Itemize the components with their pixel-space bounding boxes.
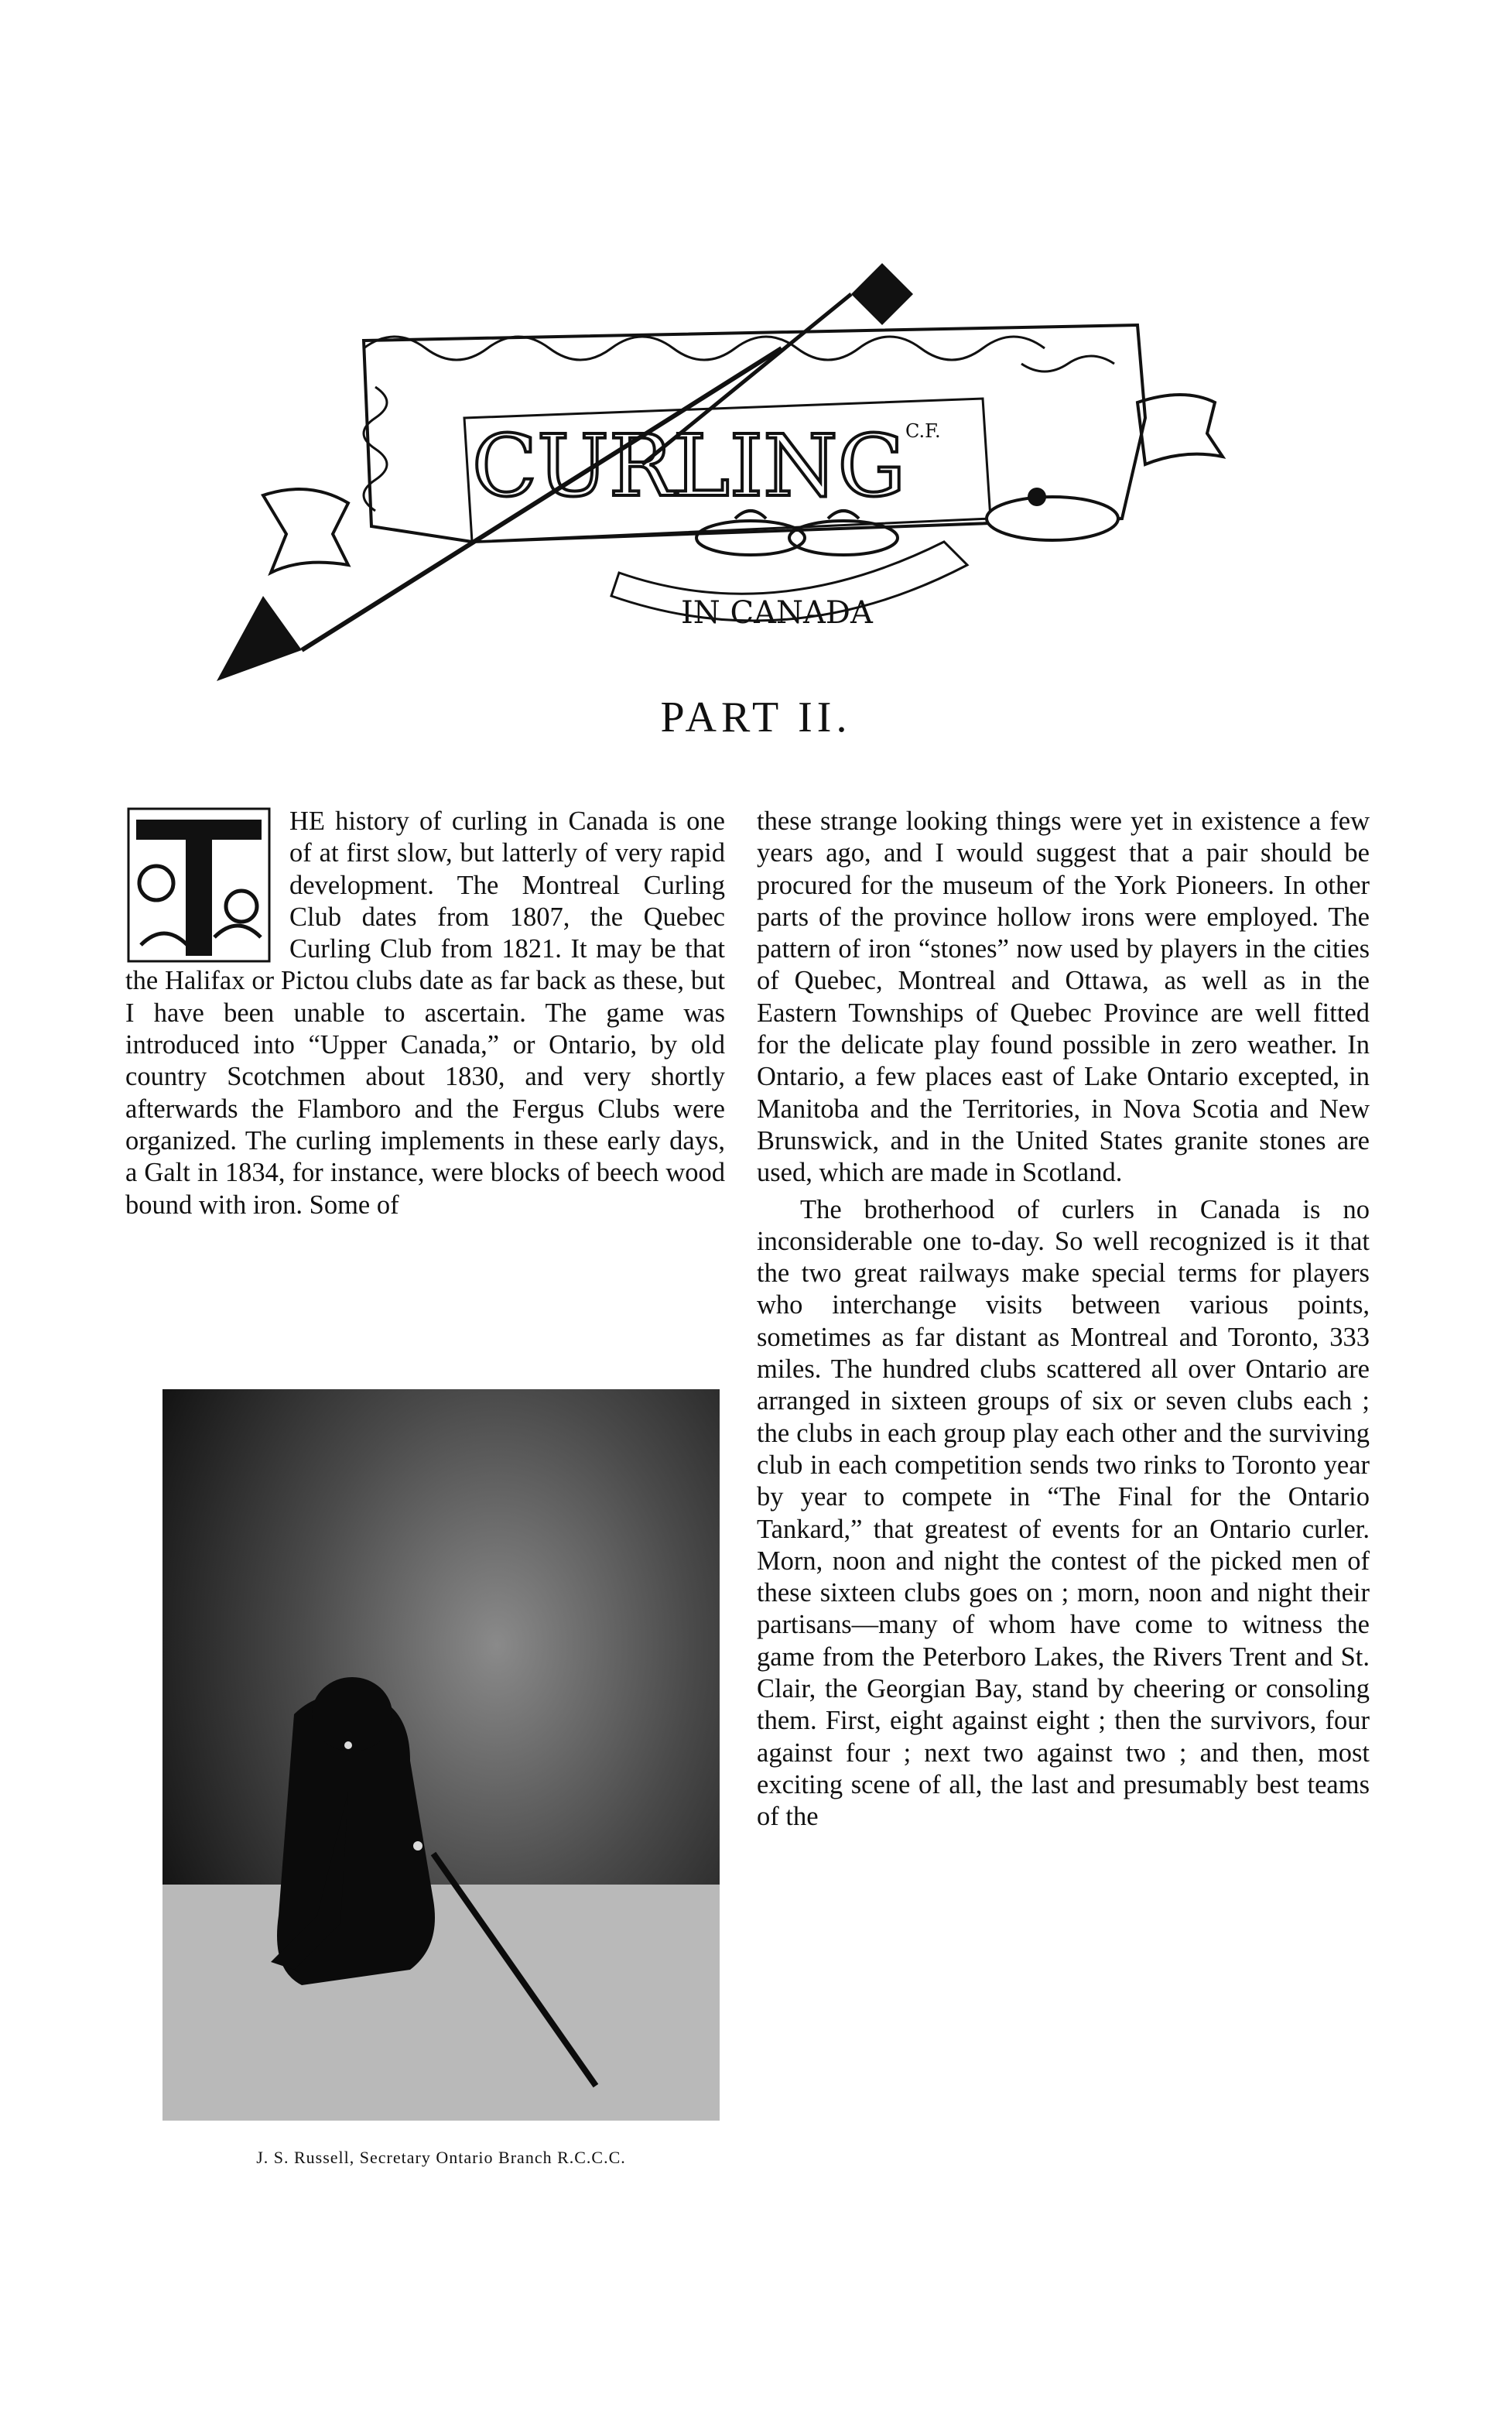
title-art-text: CURLING (472, 416, 906, 515)
subtitle-art-text: IN CANADA (681, 595, 873, 631)
photo-drawing (162, 1389, 720, 2121)
title-illustration (209, 263, 1277, 697)
right-column (757, 806, 1370, 1833)
left-column (125, 806, 725, 1221)
article-paragraph-left: HE history of curling in Canada is one of at first slow, but latterly of very rapid development. The Montreal Curling Club dates from 1807, the Quebec Curling Club from 1821. It may be that the Halifax or Pictou clubs date as far back as these, but I have been unable to ascertain. The game was introduced into “Upper Canada,” or Ontario, by old country Scotchmen about 1830, and very shortly afterwards the Flamboro and the Fergus Clubs were organized. The curling implements in these early days, a Galt in 1834, for instance, were blocks of beech wood bound with iron. Some of (125, 806, 725, 1220)
portrait-photo (162, 1389, 720, 2121)
dropcap-illustration (125, 806, 272, 964)
article-paragraph-right-1: these strange looking things were yet in existence a few years ago, and I would suggest that a pair should be procured for the museum of the York Pioneers. In other parts of the province hollow irons were employed. The pattern of iron “stones” now used by players in the cities of Quebec, Montreal and Ottawa, as well as in the Eastern Townships of Quebec Province are well fitted for the delicate play found possible in zero weather. In Ontario, a few places east of Lake Ontario excepted, in Manitoba and the Territories, in Nova Scotia and New Brunswick, and in the United States granite stones are used, which are made in Scotland. (757, 806, 1370, 1188)
dropcap-letter: T (198, 829, 200, 830)
part-heading: PART II. (660, 693, 852, 741)
dropcap-letter-art (125, 806, 272, 964)
artist-initials: C.F. (905, 420, 941, 442)
photo-caption: J. S. Russell, Secretary Ontario Branch R.C.C.C. (256, 2148, 626, 2167)
curling-title-drawing (209, 263, 1277, 697)
article-paragraph-right-2: The brotherhood of curlers in Canada is no inconsiderable one to-day. So well recognized is it that the two great railways make special terms for players who interchange visits between various points, sometimes as far distant as Montreal and Toronto, 333 miles. The hundred clubs scattered all over Ontario are arranged in sixteen groups of six or seven clubs each ; the clubs in each group play each other and the surviving club in each competition sends two rinks to Toronto year by year to compete in “The Final for the Ontario Tankard,” that greatest of events for an Ontario curler. Morn, noon and night the contest of the picked men of these sixteen clubs goes on ; morn, noon and night their partisans—many of whom have come to witness the game from the Peterboro Lakes, the Rivers Trent and St. Clair, the Georgian Bay, stand by cheering or consoling them. First, eight against eight ; then the survivors, four against four ; next two against two ; and then, most exciting scene of all, the last and presumably best teams of the (757, 1194, 1370, 1832)
